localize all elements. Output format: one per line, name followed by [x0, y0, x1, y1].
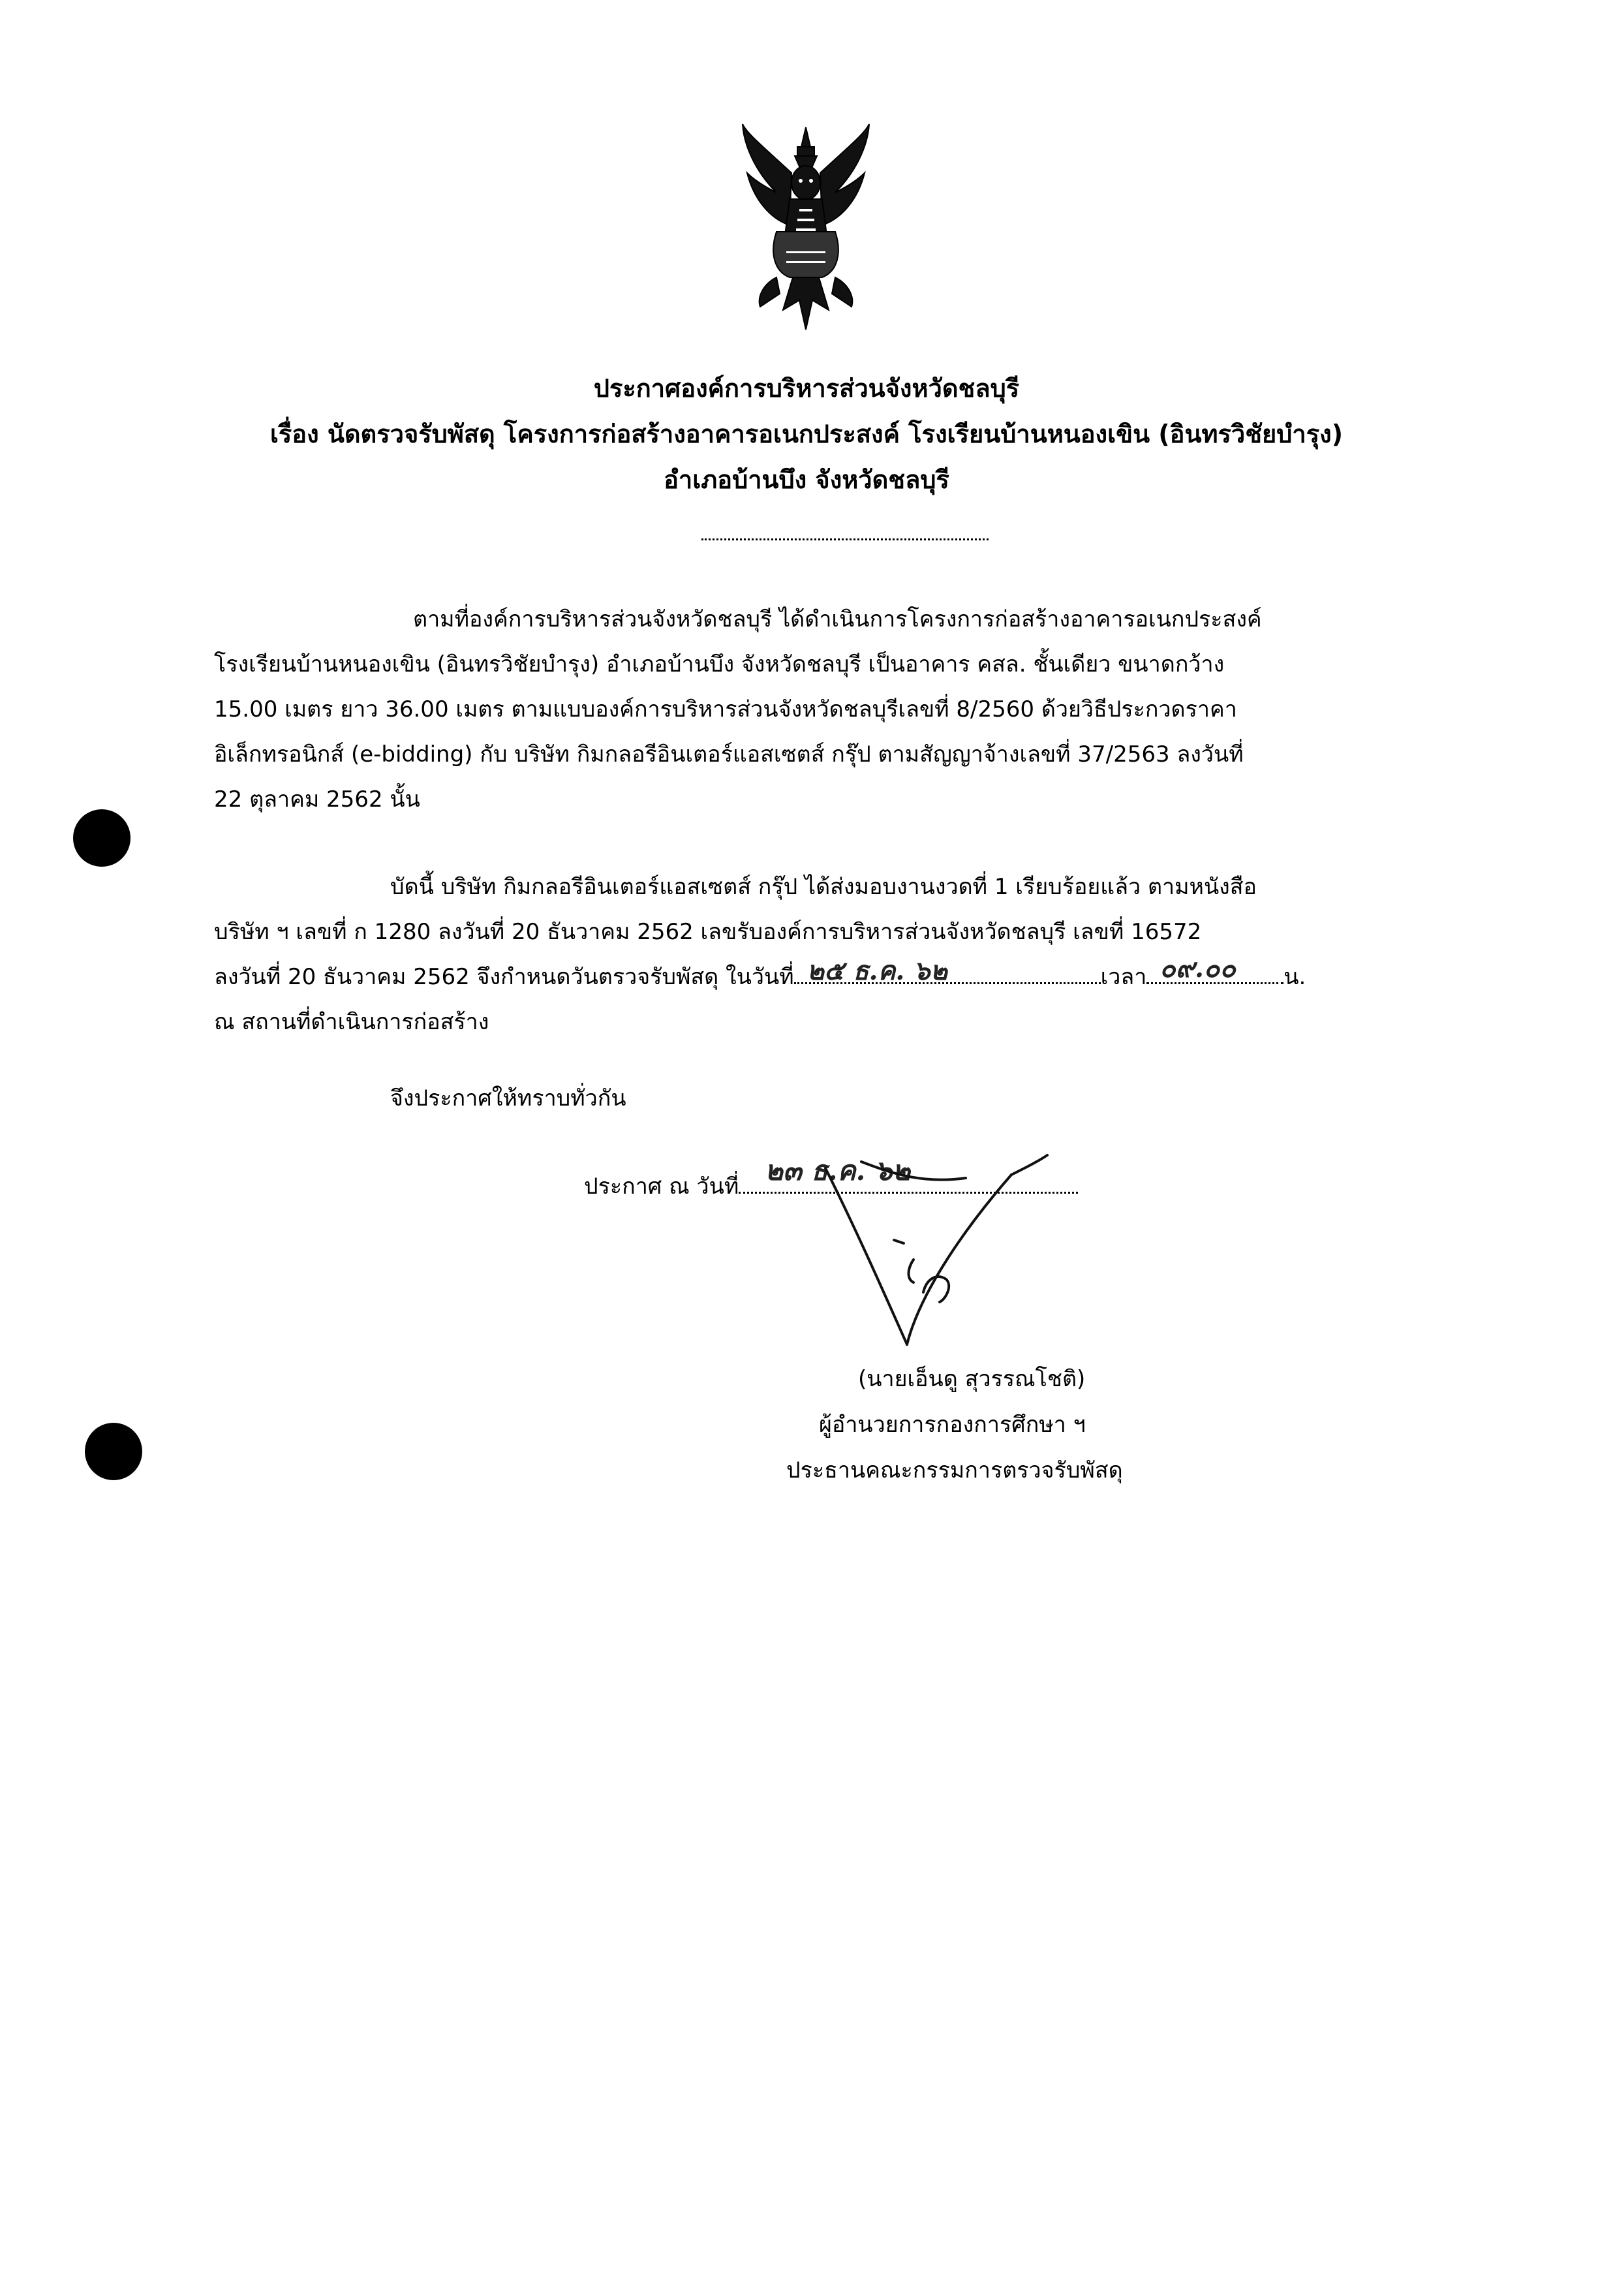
document-subject: เรื่อง นัดตรวจรับพัสดุ โครงการก่อสร้างอาคารอเนกประสงค์ โรงเรียนบ้านหนองเขิน (อินทรวิชัยบำรุง)	[269, 420, 1344, 448]
paragraph-1-line-3: 15.00 เมตร ยาว 36.00 เมตร ตามแบบองค์การบริหารส่วนจังหวัดชลบุรีเลขที่ 8/2560 ด้วยวิธีประกวดราคา	[214, 696, 1237, 722]
handwritten-signature	[816, 1149, 1129, 1384]
paragraph-2-line-4: ณ สถานที่ดำเนินการก่อสร้าง	[214, 1009, 489, 1035]
paragraph-2-line-2: บริษัท ฯ เลขที่ ก 1280 ลงวันที่ 20 ธันวาคม 2562 เลขรับองค์การบริหารส่วนจังหวัดชลบุรี เลขที่ 16572	[214, 919, 1202, 945]
punch-hole-bottom	[85, 1423, 142, 1480]
announcement-date-label: ประกาศ ณ วันที่	[584, 1173, 739, 1200]
paragraph-2	[214, 865, 1480, 1045]
inspection-date-field	[794, 955, 1101, 986]
inspection-date-label: ลงวันที่ 20 ธันวาคม 2562 จึงกำหนดวันตรวจรับพัสดุ ในวันที่	[214, 964, 794, 990]
closing-statement: จึงประกาศให้ทราบทั่วกัน	[390, 1085, 626, 1111]
paragraph-1-line-1: ตามที่องค์การบริหารส่วนจังหวัดชลบุรี ได้ดำเนินการโครงการก่อสร้างอาคารอเนกประสงค์	[413, 606, 1262, 632]
paragraph-2-line-1: บัดนี้ บริษัท กิมกลอรีอินเตอร์แอสเซตส์ กรุ๊ป ได้ส่งมอบงานงวดที่ 1 เรียบร้อยแล้ว ตามหนังสือ	[390, 874, 1257, 900]
paragraph-1-line-5: 22 ตุลาคม 2562 นั้น	[214, 786, 420, 813]
document-title: ประกาศองค์การบริหารส่วนจังหวัดชลบุรี	[593, 374, 1020, 403]
signer-committee-role: ประธานคณะกรรมการตรวจรับพัสดุ	[786, 1457, 1123, 1483]
garuda-emblem-icon	[737, 121, 874, 336]
inspection-time-unit: น.	[1283, 964, 1306, 990]
paragraph-2-line-3	[214, 955, 1480, 1000]
signer-name: (นายเอ็นดู สุวรรณโชติ)	[858, 1366, 1086, 1392]
document-subject-location: อำเภอบ้านบึง จังหวัดชลบุรี	[664, 465, 949, 494]
inspection-time-field	[1146, 953, 1283, 984]
paragraph-1-line-4: อิเล็กทรอนิกส์ (e-bidding) กับ บริษัท กิมกลอรีอินเตอร์แอสเซตส์ กรุ๊ป ตามสัญญาจ้างเลขที่ 37/2563 ลงวันที่	[214, 741, 1244, 768]
paragraph-1-line-2: โรงเรียนบ้านหนองเขิน (อินทรวิชัยบำรุง) อำเภอบ้านบึง จังหวัดชลบุรี เป็นอาคาร คสล. ชั้นเดียว ขนาดกว้าง	[214, 651, 1225, 677]
inspection-time-label: เวลา	[1100, 964, 1147, 990]
header-divider	[701, 538, 989, 540]
inspection-date-handwritten: ๒๕ ธ.ค. ๖๒	[806, 955, 947, 986]
punch-hole-top	[73, 809, 131, 867]
announcement-date-handwritten: ๒๓ ธ.ค. ๖๒	[765, 1155, 911, 1187]
signer-title: ผู้อำนวยการกองการศึกษา ฯ	[819, 1412, 1086, 1438]
paragraph-1	[214, 597, 1480, 822]
inspection-time-handwritten: ๐๙.๐๐	[1160, 953, 1236, 984]
